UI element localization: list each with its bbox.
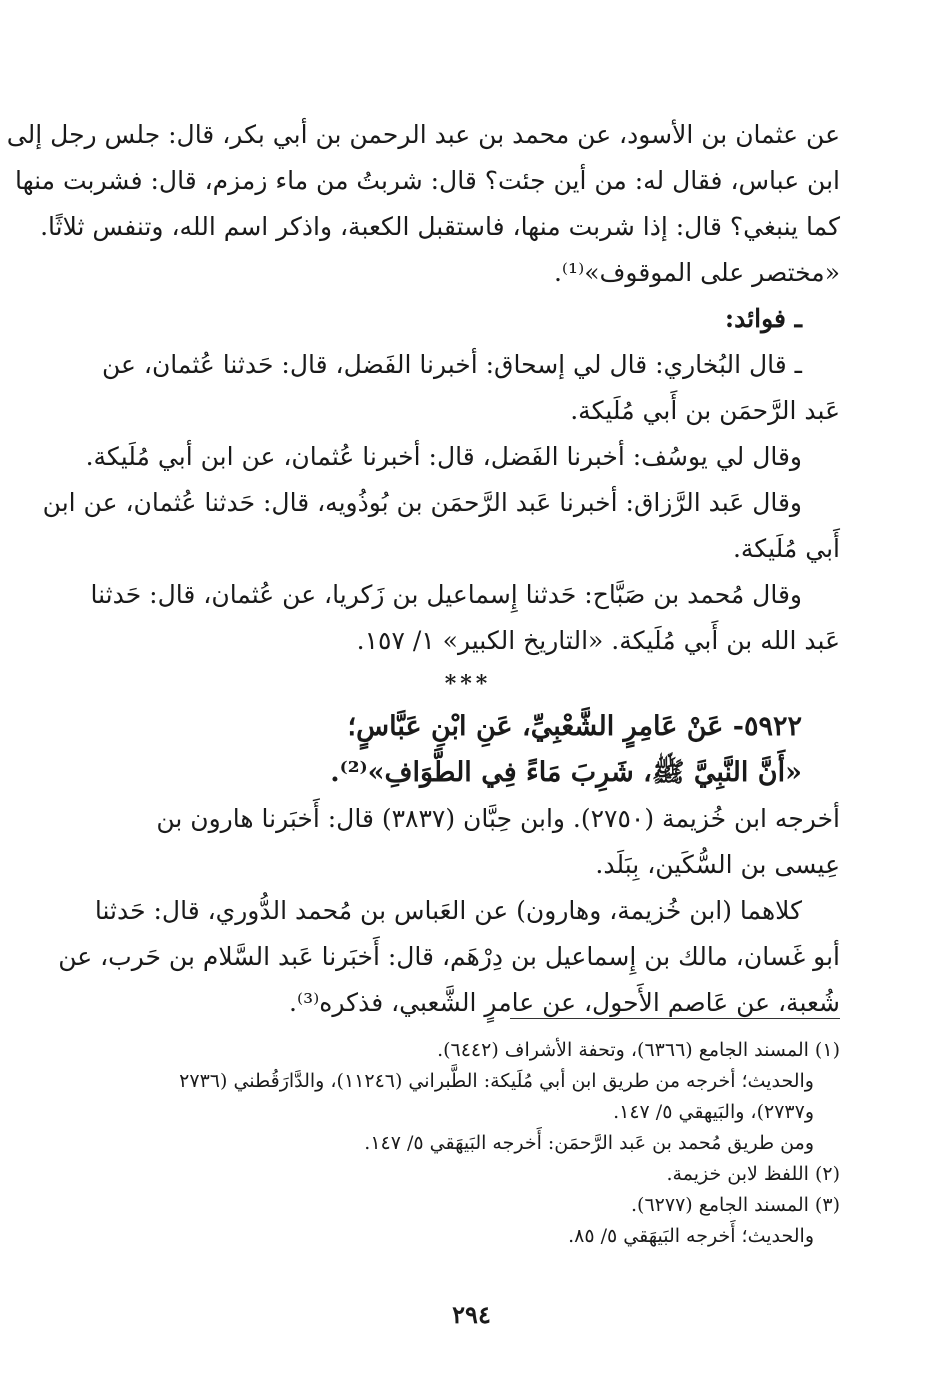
text-line: أبو غَسان، مالك بن إِسماعيل بن دِرْهَم، قال: أَخبَرنا عَبد السَّلام بن حَرب، عن [58, 942, 840, 971]
text-line: وقال مُحمد بن صَبَّاح: حَدثنا إِسماعيل بن زَكريا، عن عُثمان، قال: حَدثنا [90, 580, 802, 609]
text-line: عَبد الرَّحمَن بن أَبي مُلَيكة. [570, 396, 840, 425]
hadith-text [96, 704, 840, 796]
text-line: عن عثمان بن الأسود، عن محمد بن عبد الرحمن بن أبي بكر، قال: جلس رجل إلى [6, 120, 840, 149]
footnote-line: ومن طريق مُحمد بن عَبد الرَّحمَن: أَخرجه البَيهَقي ٥/ ١٤٧. [364, 1132, 814, 1154]
text-line: «مختصر على الموقوف»⁽¹⁾. [553, 258, 840, 287]
footnotes [96, 1035, 840, 1252]
text-line: ابن عباس، فقال له: من أين جئت؟ قال: شربتُ من ماء زمزم، قال: فشربت منها [14, 166, 840, 195]
main-text [6, 112, 840, 1026]
text-line: وقال لي يوسُف: أخبرنا الفَضل، قال: أخبرنا عُثمان، عن ابن أبي مُلَيكة. [85, 442, 802, 471]
footnote-line: والحديث؛ أَخرجه البَيهَقي ٥/ ٨٥. [568, 1225, 814, 1247]
paragraph-block-2 [58, 796, 840, 1026]
text-line: أَبي مُلَيكة. [732, 534, 840, 563]
footnote-line: (١) المسند الجامع (٦٣٦٦)، وتحفة الأشراف (٦٤٤٢). [437, 1039, 840, 1061]
text-line: ـ فوائد: [724, 304, 802, 333]
page-number: ٢٩٤ [452, 1300, 491, 1329]
footnote-line: و٢٧٣٧)، والبَيهقي ٥/ ١٤٧. [613, 1101, 814, 1123]
text-line: شُعبة، عن عَاصم الأَحول، عن عامرٍ الشَّعبي، فذكره⁽³⁾. [289, 988, 840, 1017]
text-line: عِيسى بن السُّكَين، بِبَلَد. [595, 850, 840, 879]
paragraph-block-1 [6, 112, 840, 664]
footnote-line: والحديث؛ أخرجه من طريق ابن أبي مُلَيكة: الطَّبراني (١١٢٤٦)، والدَّارَقُطني (٢٧٣٦ [179, 1070, 814, 1092]
footnote-divider [510, 1018, 840, 1019]
text-line: وقال عَبد الرَّزاق: أخبرنا عَبد الرَّحمَن بن بُوذُويه، قال: حَدثنا عُثمان، عن ابن [42, 488, 802, 517]
text-line: كما ينبغي؟ قال: إذا شربت منها، فاستقبل الكعبة، واذكر اسم الله، وتنفس ثلاثًا. [40, 212, 840, 241]
hadith-line: «أَنَّ النَّبِيَّ ﷺ، شَرِبَ مَاءً فِي الطَّوَافِ»⁽²⁾. [330, 757, 802, 788]
text-line: ـ قال البُخاري: قال لي إسحاق: أخبرنا الفَضل، قال: حَدثنا عُثمان، عن [101, 350, 802, 379]
text-line: كلاهما (ابن خُزيمة، وهارون) عن العَباس بن مُحمد الدُّوري، قال: حَدثنا [94, 896, 802, 925]
footnote-line: (٢) اللفظ لابن خزيمة. [666, 1163, 840, 1185]
text-line: عَبد الله بن أَبي مُلَيكة. «التاريخ الكبير» ١/ ١٥٧. [356, 626, 840, 655]
section-separator-stars: *** [444, 671, 492, 697]
footnote-line: (٣) المسند الجامع (٦٢٧٧). [631, 1194, 840, 1216]
text-line: أخرجه ابن خُزيمة (٢٧٥٠). وابن حِبَّان (٣٨٣٧) قال: أَخبَرنا هارون بن [156, 804, 840, 833]
hadith-line: ٥٩٢٢- عَنْ عَامِرٍ الشَّعْبِيِّ، عَنِ ابْنِ عَبَّاسٍ؛ [347, 711, 802, 742]
